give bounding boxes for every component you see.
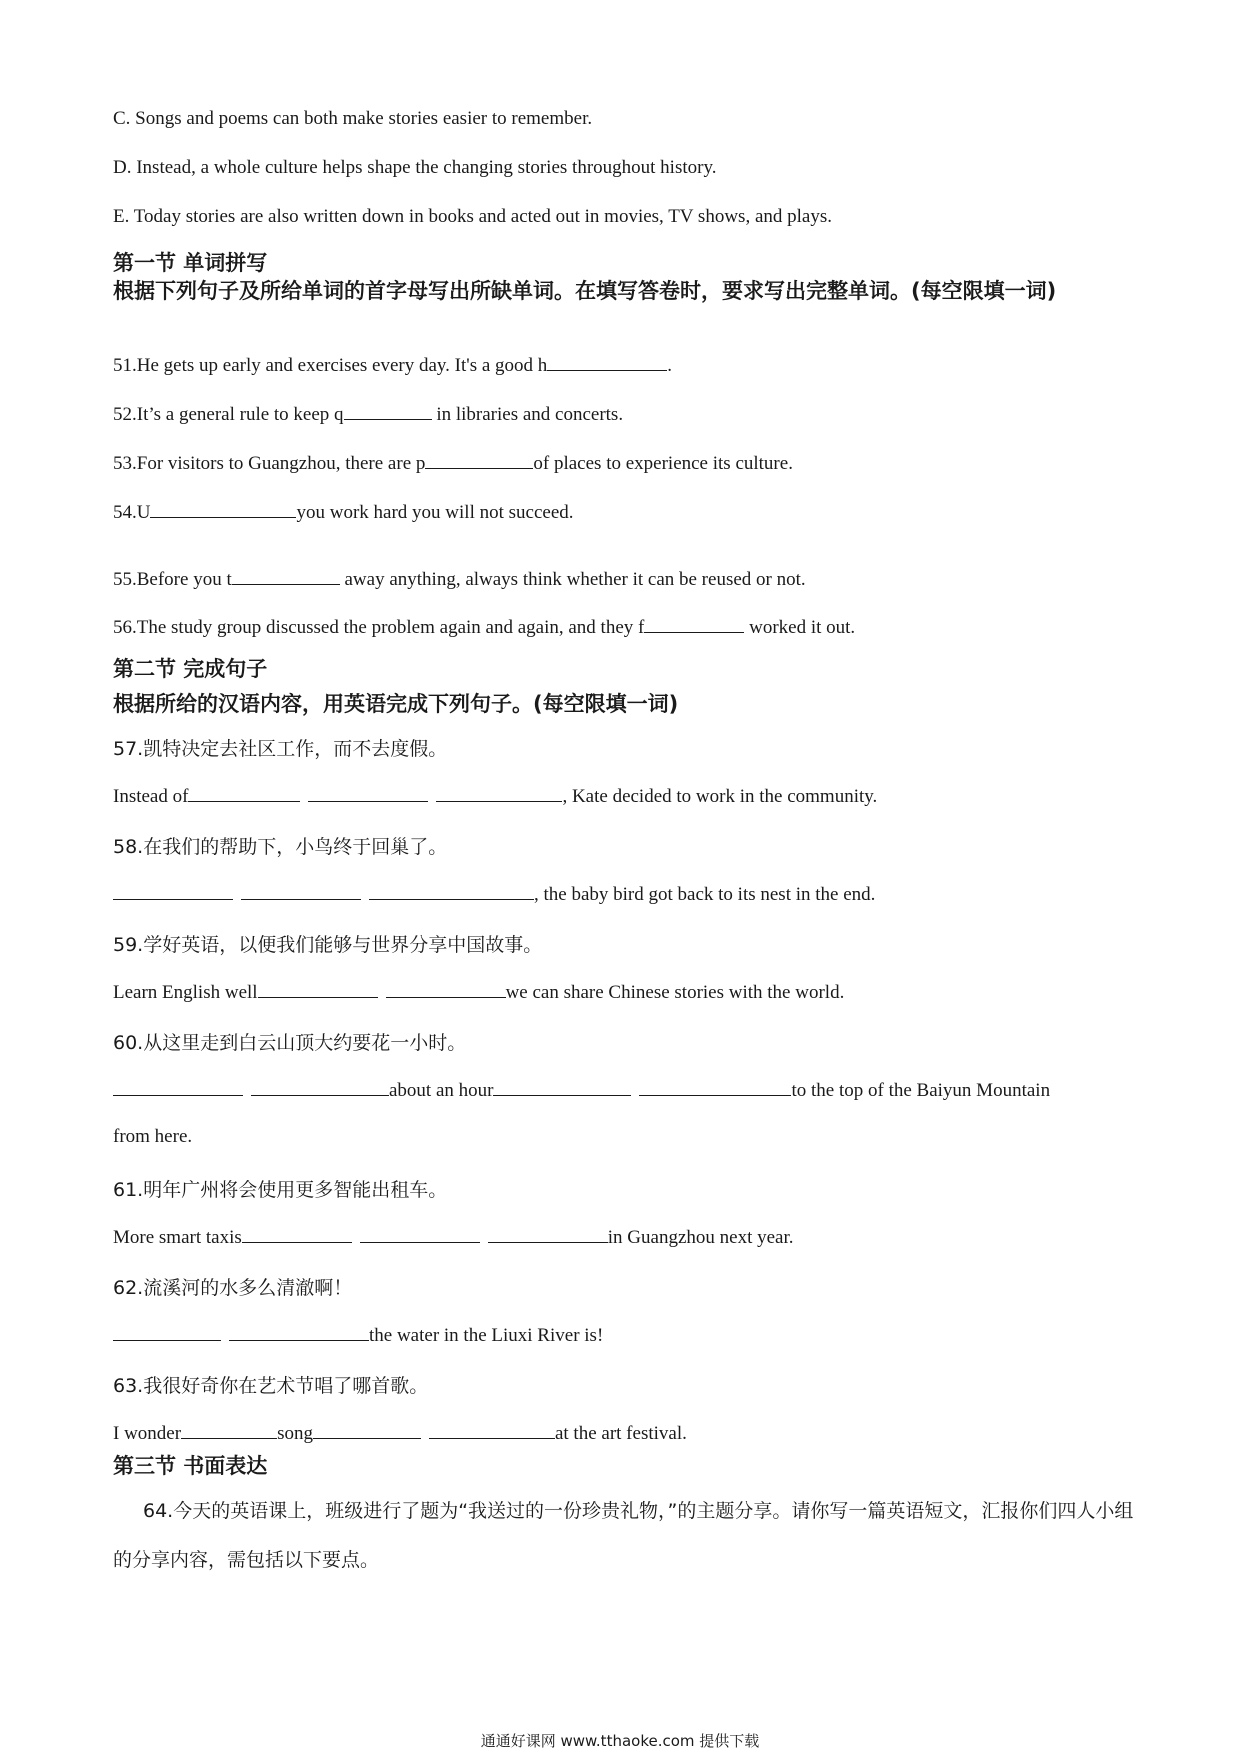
option-c: C. Songs and poems can both make stories easier to remember. bbox=[113, 108, 593, 129]
q57-blank-3[interactable] bbox=[436, 783, 562, 802]
q52-post: in libraries and concerts. bbox=[431, 404, 624, 425]
question-63 bbox=[113, 1420, 1140, 1445]
q61-blank-1[interactable] bbox=[242, 1224, 352, 1243]
q62-post: the water in the Liuxi River is! bbox=[369, 1325, 604, 1346]
q53-blank[interactable] bbox=[425, 450, 533, 469]
q51-blank[interactable] bbox=[547, 352, 667, 371]
q59-blank-1[interactable] bbox=[258, 979, 378, 998]
q58-chinese: 58.在我们的帮助下，小鸟终于回巢了。 bbox=[113, 836, 448, 858]
question-58 bbox=[113, 881, 1140, 906]
q62-blank-2[interactable] bbox=[229, 1322, 369, 1341]
q63-mid: song bbox=[277, 1423, 313, 1444]
q55-post: away anything, always think whether it can be reused or not. bbox=[339, 569, 806, 590]
q60-post: to the top of the Baiyun Mountain bbox=[791, 1080, 1051, 1101]
q59-blank-2[interactable] bbox=[386, 979, 506, 998]
section1-title: 第一节 单词拼写 bbox=[113, 251, 268, 275]
q56-post: worked it out. bbox=[744, 617, 856, 638]
question-56 bbox=[113, 614, 1140, 639]
q56-text: 56.The study group discussed the problem again and again, and they f bbox=[113, 617, 645, 638]
q57-chinese: 57.凯特决定去社区工作，而不去度假。 bbox=[113, 738, 448, 760]
footer-watermark: 通通好课网 www.tthaoke.com 提供下载 bbox=[480, 1732, 760, 1750]
q58-post: , the baby bird got back to its nest in the end. bbox=[534, 884, 876, 905]
q57-blank-1[interactable] bbox=[188, 783, 300, 802]
q60-mid: about an hour bbox=[389, 1080, 494, 1101]
q60-blank-2[interactable] bbox=[251, 1077, 389, 1096]
q58-blank-3[interactable] bbox=[369, 881, 534, 900]
q63-blank-1[interactable] bbox=[181, 1420, 277, 1439]
option-d: D. Instead, a whole culture helps shape the changing stories throughout history. bbox=[113, 157, 717, 178]
q58-blank-2[interactable] bbox=[241, 881, 361, 900]
q63-blank-2[interactable] bbox=[313, 1420, 421, 1439]
q60-blank-3[interactable] bbox=[493, 1077, 631, 1096]
q59-chinese: 59.学好英语，以便我们能够与世界分享中国故事。 bbox=[113, 934, 543, 956]
q60-blank-4[interactable] bbox=[639, 1077, 791, 1096]
q60-chinese: 60.从这里走到白云山顶大约要花一小时。 bbox=[113, 1032, 467, 1054]
q63-pre: I wonder bbox=[113, 1423, 182, 1444]
q63-post: at the art festival. bbox=[554, 1423, 687, 1444]
section3-title: 第三节 书面表达 bbox=[113, 1454, 268, 1478]
q61-blank-2[interactable] bbox=[360, 1224, 480, 1243]
q63-chinese: 63.我很好奇你在艺术节唱了哪首歌。 bbox=[113, 1375, 429, 1397]
section2-instruction: 根据所给的汉语内容，用英语完成下列句子。(每空限填一词) bbox=[113, 692, 679, 716]
q62-blank-1[interactable] bbox=[113, 1322, 221, 1341]
q53-post: of places to experience its culture. bbox=[533, 453, 793, 474]
question-64: 64.今天的英语课上，班级进行了题为“我送过的一份珍贵礼物，”的主题分享。请你写一篇英语短文，汇报你们四人小组的分享内容，需包括以下要点。 bbox=[113, 1500, 1134, 1571]
q55-text: 55.Before you t bbox=[113, 569, 232, 590]
q57-post: , Kate decided to work in the community. bbox=[562, 786, 878, 807]
q62-chinese: 62.流溪河的水多么清澈啊！ bbox=[113, 1277, 353, 1299]
question-61 bbox=[113, 1224, 1140, 1249]
q60-continued: from here. bbox=[113, 1126, 193, 1147]
q55-blank[interactable] bbox=[232, 566, 340, 585]
question-52 bbox=[113, 401, 1140, 426]
q51-post: . bbox=[667, 355, 673, 376]
q51-text: 51.He gets up early and exercises every day. It's a good h bbox=[113, 355, 548, 376]
q61-post: in Guangzhou next year. bbox=[607, 1227, 794, 1248]
q59-post: we can share Chinese stories with the world. bbox=[505, 982, 845, 1003]
question-55 bbox=[113, 566, 1140, 591]
q63-blank-3[interactable] bbox=[429, 1420, 555, 1439]
section1-instruction: 根据下列句子及所给单词的首字母写出所缺单词。在填写答卷时，要求写出完整单词。(每空限填一词) bbox=[113, 279, 1057, 303]
q60-blank-1[interactable] bbox=[113, 1077, 243, 1096]
q61-pre: More smart taxis bbox=[113, 1227, 242, 1248]
q57-blank-2[interactable] bbox=[308, 783, 428, 802]
q54-blank[interactable] bbox=[150, 499, 296, 518]
q57-pre: Instead of bbox=[113, 786, 189, 807]
q52-blank[interactable] bbox=[344, 401, 432, 420]
q54-post: you work hard you will not succeed. bbox=[296, 502, 574, 523]
q58-blank-1[interactable] bbox=[113, 881, 233, 900]
section2-title: 第二节 完成句子 bbox=[113, 657, 268, 681]
question-59 bbox=[113, 979, 1140, 1004]
q56-blank[interactable] bbox=[644, 614, 744, 633]
q61-blank-3[interactable] bbox=[488, 1224, 608, 1243]
question-60 bbox=[113, 1077, 1140, 1102]
question-51 bbox=[113, 352, 1140, 377]
q54-text: 54.U bbox=[113, 502, 151, 523]
question-57 bbox=[113, 783, 1140, 808]
q52-text: 52.It’s a general rule to keep q bbox=[113, 404, 344, 425]
question-62 bbox=[113, 1322, 1140, 1347]
option-e: E. Today stories are also written down in books and acted out in movies, TV shows, and plays. bbox=[113, 206, 832, 227]
question-53 bbox=[113, 450, 1140, 475]
q53-text: 53.For visitors to Guangzhou, there are p bbox=[113, 453, 426, 474]
question-54 bbox=[113, 499, 1140, 524]
q61-chinese: 61.明年广州将会使用更多智能出租车。 bbox=[113, 1179, 448, 1201]
q59-pre: Learn English well bbox=[113, 982, 258, 1003]
